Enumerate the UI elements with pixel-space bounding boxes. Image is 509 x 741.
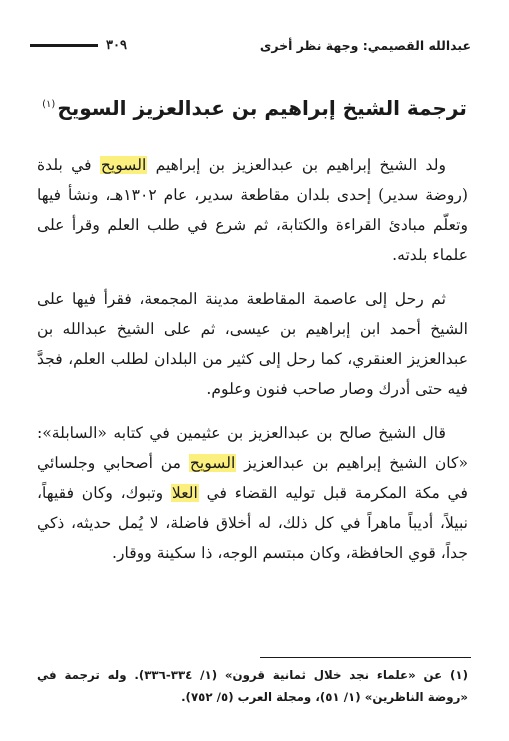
header-rule [30, 44, 98, 47]
paragraph-birth [37, 150, 468, 270]
footnote-reference: (١) [42, 99, 56, 111]
paragraph-text: في بلدة (روضة سدير) إحدى بلدان مقاطعة سدير، عام ١٣٠٢هـ، ونشأ فيها وتعلّم مبادئ القراءة والكتابة، ثم شرع في طلب العلم وقرأ على علماء بلدته. [37, 156, 469, 264]
chapter-title-text: ترجمة الشيخ إبراهيم بن عبدالعزيز السويح [57, 96, 467, 120]
paragraph-text: ثم رحل إلى عاصمة المقاطعة مدينة المجمعة، فقرأ فيها على الشيخ أحمد ابن إبراهيم بن عيسى، ثم على الشيخ عبدالله بن عبدالعزيز العنقري، كما رحل إلى كثير من البلدان لطلب العلم، فجدَّ فيه حتى أدرك وصار صاحب فنون وعلوم. [37, 290, 468, 398]
running-title: عبدالله القصيمي: وجهة نظر أخرى [259, 37, 471, 53]
footnote: (١) عن «علماء نجد خلال ثمانية قرون» (١/ ٣٣٤-٣٣٦). وله ترجمة في «روضة الناظرين» (١/ ٥١)، ومجلة العرب (٥/ ٧٥٢). [37, 668, 469, 704]
highlighted-place: العلا [171, 484, 198, 502]
chapter-title [0, 96, 509, 120]
paragraph-text: وتبوك، وكان فقيهاً، نبيلاً، أديباً ماهراً في كل ذلك، له أخلاق فاضلة، لا يُمل حديثه، ذكي جداً، قوي الحافظة، وكان مبتسم الوجه، ذا سكينة ووقار. [37, 484, 468, 562]
paragraph-travel [37, 284, 468, 404]
highlighted-name: السويح [189, 454, 236, 472]
paragraph-quote [37, 418, 468, 568]
highlighted-name: السويح [100, 156, 147, 174]
paragraph-text: من أصحابي وجلسائي في مكة المكرمة قبل توليه القضاء في [37, 454, 468, 502]
paragraph-text: ولد الشيخ إبراهيم بن عبدالعزيز بن إبراهيم [147, 156, 446, 174]
body-text [37, 150, 468, 582]
page-number-group [30, 38, 127, 53]
paragraph-text: قال الشيخ صالح بن عبدالعزيز بن عثيمين في كتابه «السابلة»: «كان الشيخ إبراهيم بن عبدالعزيز [37, 424, 468, 472]
footnote-rule [260, 657, 471, 658]
page-number: ٣٠٩ [106, 37, 127, 53]
running-header [30, 34, 471, 56]
